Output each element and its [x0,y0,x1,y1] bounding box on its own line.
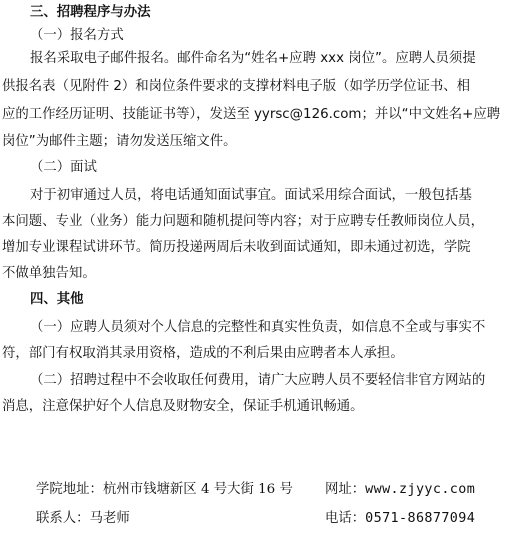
footer-website [325,480,475,500]
paragraph-line: 符，部门有权取消其录用资格，造成的不利后果由应聘者本人承担。 [2,346,404,361]
website-label: 网址： [325,482,366,497]
contact-label: 联系人： [36,511,90,526]
footer-phone [325,509,475,529]
address-value: 杭州市钱塘新区 4 号大街 16 号 [102,482,293,497]
phone-value: 0571-86877094 [365,511,476,526]
website-value: www.zjyyc.com [365,482,476,497]
section-title: 三、招聘程序与办法 [30,5,151,20]
paragraph-line: 不做单独告知。 [2,266,96,281]
subsection-heading: （二）面试 [30,160,97,175]
footer-address [36,480,293,500]
address-label: 学院地址： [36,482,103,497]
section-title: 四、其他 [30,292,84,307]
paragraph-line: 增加专业课程试讲环节。简历投递两周后未收到面试通知，即未通过初选，学院 [2,240,471,255]
paragraph-line: 报名采取电子邮件报名。邮件命名为“姓名+应聘 xxx 岗位”。应聘人员须提 [30,51,476,66]
paragraph-line: 应的工作经历证明、技能证书等），发送至 yyrsc@126.com；并以“中文姓名+应聘 [2,107,501,122]
paragraph-line: 岗位”为邮件主题；请勿发送压缩文件。 [2,134,237,149]
phone-label: 电话： [325,511,366,526]
paragraph-line: 消息，注意保护好个人信息及财物安全，保证手机通讯畅通。 [2,399,364,414]
paragraph-line: 对于初审通过人员，将电话通知面试事宜。面试采用综合面试，一般包括基 [30,188,472,203]
subsection-heading: （一）报名方式 [30,28,124,43]
paragraph-line: 本问题、专业（业务）能力问题和随机提问等内容；对于应聘专任教师岗位人员， [2,214,485,229]
paragraph-line: （一）应聘人员须对个人信息的完整性和真实性负责，如信息不全或与事实不 [30,320,486,335]
paragraph-line: （二）招聘过程中不会收取任何费用，请广大应聘人员不要轻信非官方网站的 [30,373,486,388]
contact-value: 马老师 [89,511,130,526]
paragraph-line: 供报名表（见附件 2）和岗位条件要求的支撑材料电子版（如学历学位证书、相 [2,79,471,94]
footer-contact [36,509,130,529]
